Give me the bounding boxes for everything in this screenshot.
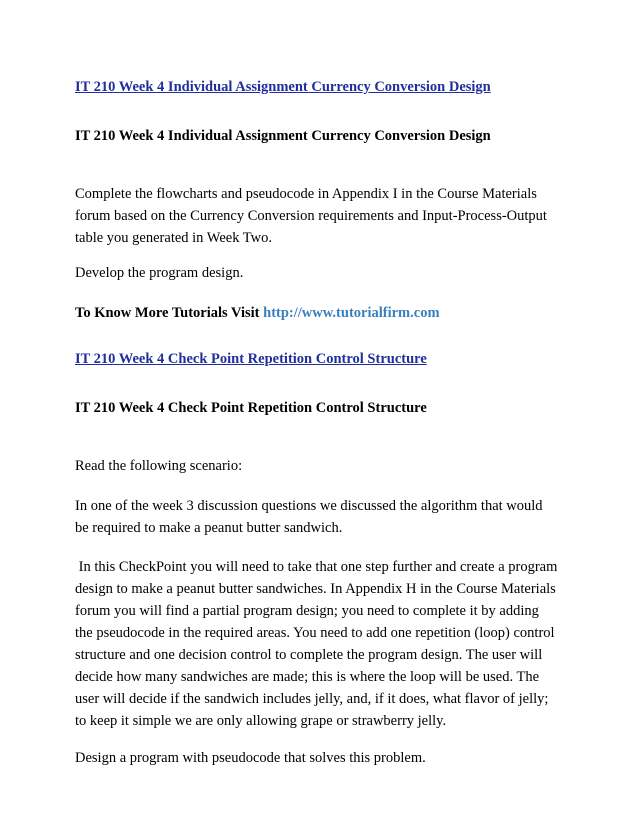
currency-conversion-heading-link[interactable]: IT 210 Week 4 Individual Assignment Currency Conversion Design xyxy=(75,79,491,95)
paragraph-line: Develop the program design. xyxy=(75,265,244,281)
paragraph-line: In one of the week 3 discussion questions we discussed the algorithm that would xyxy=(75,498,543,514)
paragraph-line: forum you will find a partial program design; you need to complete it by adding xyxy=(75,603,539,619)
paragraph-line: Complete the flowcharts and pseudocode in Appendix I in the Course Materials xyxy=(75,186,537,202)
paragraph-line: decide how many sandwiches are made; this is where the loop will be used. The xyxy=(75,669,540,685)
paragraph-line: to keep it simple we are only allowing grape or strawberry jelly. xyxy=(75,713,447,729)
tutorials-visit-line xyxy=(75,302,440,324)
paragraph-line: user will decide if the sandwich includes jelly, and, if it does, what flavor of jelly; xyxy=(75,691,549,707)
currency-conversion-heading: IT 210 Week 4 Individual Assignment Currency Conversion Design xyxy=(75,128,491,144)
paragraph-line: structure and one decision control to complete the program design. The user will xyxy=(75,647,543,663)
tutorials-visit-label: To Know More Tutorials Visit xyxy=(75,305,264,321)
paragraph-line: Read the following scenario: xyxy=(75,458,243,474)
paragraph-line: forum based on the Currency Conversion requirements and Input-Process-Output xyxy=(75,208,547,224)
paragraph-line: the pseudocode in the required areas. You need to add one repetition (loop) control xyxy=(75,625,555,641)
paragraph-line: design to make a peanut butter sandwiches. In Appendix H in the Course Materials xyxy=(75,581,556,597)
paragraph-line: Design a program with pseudocode that solves this problem. xyxy=(75,750,426,766)
check-point-heading: IT 210 Week 4 Check Point Repetition Control Structure xyxy=(75,400,427,416)
paragraph-line: table you generated in Week Two. xyxy=(75,230,272,246)
tutorialfirm-link[interactable]: http://www.tutorialfirm.com xyxy=(263,305,440,321)
paragraph-line: In this CheckPoint you will need to take that one step further and create a program xyxy=(75,559,558,575)
check-point-heading-link[interactable]: IT 210 Week 4 Check Point Repetition Control Structure xyxy=(75,351,427,367)
paragraph-line: be required to make a peanut butter sandwich. xyxy=(75,520,343,536)
